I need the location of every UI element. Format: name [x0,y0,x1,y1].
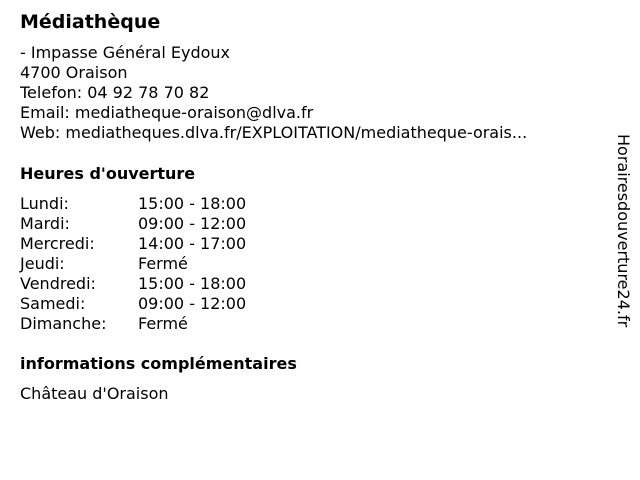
hours-row-saturday [20,294,320,314]
day-hours: 15:00 - 18:00 [138,194,247,213]
watermark [612,134,636,344]
opening-hours-heading: Heures d'ouverture [20,164,196,183]
day-label: Vendredi: [20,274,96,293]
hours-row-friday [20,274,320,294]
day-hours: 09:00 - 12:00 [138,294,247,313]
hours-row-wednesday [20,234,320,254]
day-hours: Fermé [138,254,188,273]
day-label: Mercredi: [20,234,95,253]
day-label: Samedi: [20,294,86,313]
hours-row-sunday [20,314,320,334]
hours-row-thursday [20,254,320,274]
web-line: Web: mediatheques.dlva.fr/EXPLOITATION/mediatheque-orais... [20,123,528,142]
additional-info-text: Château d'Oraison [20,384,169,403]
day-hours: 09:00 - 12:00 [138,214,247,233]
hours-row-monday [20,194,320,214]
opening-hours-table [20,194,320,334]
phone-line: Telefon: 04 92 78 70 82 [20,83,210,102]
day-hours: 15:00 - 18:00 [138,274,247,293]
day-hours: 14:00 - 17:00 [138,234,247,253]
address-block [20,43,595,143]
additional-info-heading: informations complémentaires [20,354,297,373]
day-label: Jeudi: [20,254,65,273]
hours-row-tuesday [20,214,320,234]
day-label: Lundi: [20,194,69,213]
page-title: Médiathèque [20,11,161,33]
address-city: 4700 Oraison [20,63,128,82]
email-line: Email: mediatheque-oraison@dlva.fr [20,103,314,122]
day-label: Dimanche: [20,314,107,333]
day-label: Mardi: [20,214,70,233]
watermark-text: Horairesdouverture24.fr [614,134,633,328]
day-hours: Fermé [138,314,188,333]
address-street: - Impasse Général Eydoux [20,43,230,62]
